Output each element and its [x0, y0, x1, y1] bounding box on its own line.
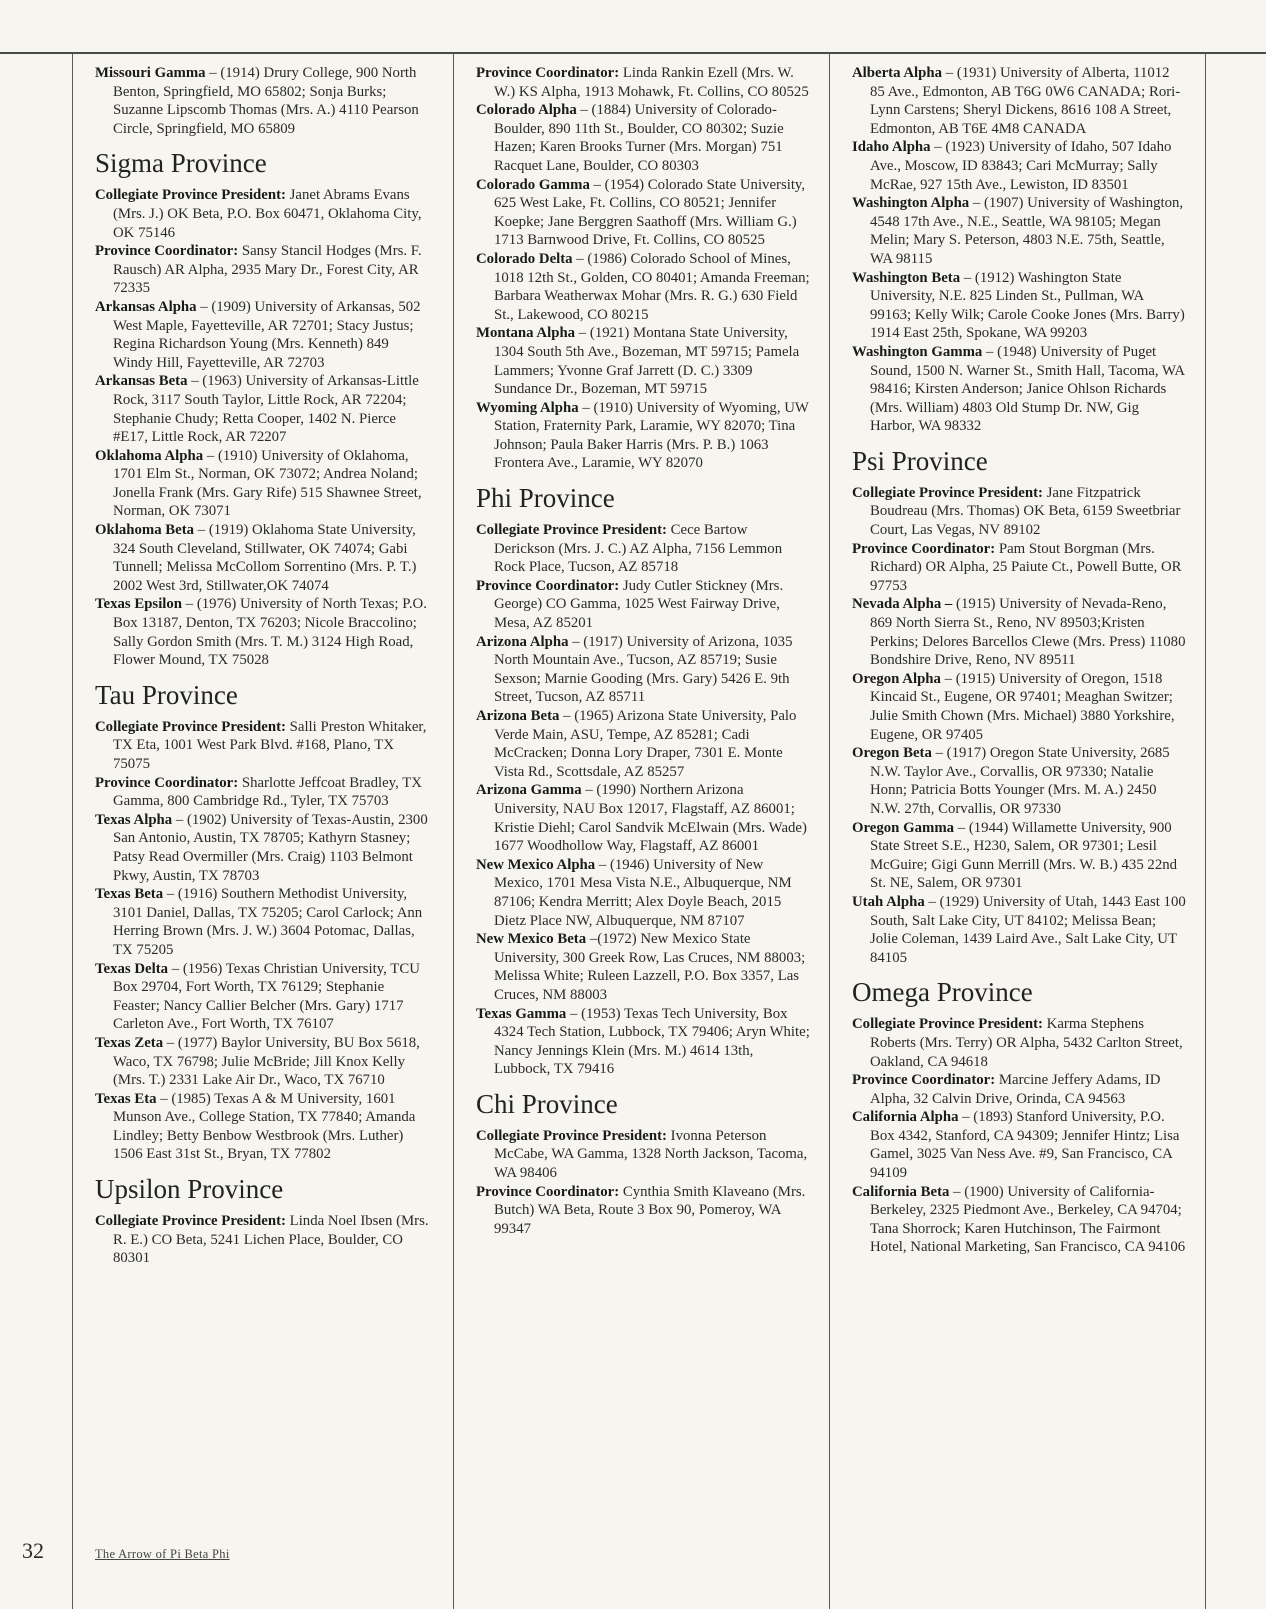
chapter-entry: [852, 744, 1187, 818]
chapter-entry: [476, 577, 811, 633]
chapter-entry: [852, 269, 1187, 343]
left-margin-rule: [72, 54, 73, 1609]
chapter-name: Oregon Beta: [852, 745, 932, 762]
chapter-details: Salli Preston Whitaker, TX Eta, 1001 West Park Blvd. #168, Plano, TX 75075: [113, 718, 427, 772]
chapter-details: – (1893) Stanford University, P.O. Box 4342, Stanford, CA 94309; Jennifer Hintz; Lisa Gamel, 3025 Van Ness Ave. #9, San Francisco, CA 94109: [870, 1109, 1180, 1182]
chapter-name: California Beta: [852, 1183, 950, 1200]
chapter-name: Idaho Alpha: [852, 139, 931, 156]
chapter-entry: [852, 64, 1187, 138]
chapter-name: Province Coordinator:: [95, 243, 239, 260]
chapter-details: Sansy Stancil Hodges (Mrs. F. Rausch) AR Alpha, 2935 Mary Dr., Forest City, AR 72335: [113, 243, 422, 297]
chapter-name: Arkansas Beta: [95, 373, 188, 390]
chapter-entry: [95, 298, 430, 372]
chapter-entry: [852, 670, 1187, 744]
chapter-entry: [476, 521, 811, 577]
publication-footer: The Arrow of Pi Beta Phi: [95, 1547, 230, 1561]
chapter-details: – (1965) Arizona State University, Palo Verde Main, ASU, Tempe, AZ 85281; Cadi McCracken; Donna Lory Draper, 7301 E. Monte Vista Rd., Scottsdale, AZ 85257: [494, 708, 797, 780]
chapter-details: – (1986) Colorado School of Mines, 1018 12th St., Golden, CO 80401; Amanda Freeman; Barbara Weatherwax Mohar (Mrs. R. G.) 630 Field St., Lakewood, CO 80215: [494, 250, 810, 323]
chapter-details: Jane Fitzpatrick Boudreau (Mrs. Thomas) OK Beta, 6159 Sweetbriar Court, Las Vegas, NV 89102: [870, 484, 1181, 539]
chapter-details: – (1931) University of Alberta, 11012 85 Ave., Edmonton, AB T6G 0W6 CANADA; Rori-Lynn Carstens; Sheryl Dickens, 8616 108 A Street, Edmonton, AB T6E 4M8 CANADA: [870, 65, 1181, 137]
chapter-entry: [476, 101, 811, 175]
chapter-entry: [95, 718, 430, 774]
chapter-entry: [95, 774, 430, 811]
chapter-details: Linda Noel Ibsen (Mrs. R. E.) CO Beta, 5241 Lichen Place, Boulder, CO 80301: [113, 1213, 429, 1267]
chapter-entry: [852, 540, 1187, 596]
province-heading: Phi Province: [476, 483, 615, 514]
chapter-name: Wyoming Alpha: [476, 399, 579, 416]
chapter-entry: [852, 138, 1187, 194]
chapter-name: Collegiate Province President:: [476, 1127, 667, 1144]
chapter-name: Arkansas Alpha: [95, 298, 197, 315]
province-heading: Psi Province: [852, 445, 988, 476]
chapter-entry: [476, 930, 811, 1004]
page-number: 32: [22, 1538, 44, 1563]
chapter-details: – (1990) Northern Arizona University, NAU Box 12017, Flagstaff, AZ 86001; Kristie Diehl; Carol Sandvik McElwain (Mrs. Wade) 1677 Woodhollow Way, Flagstaff, AZ 86001: [494, 782, 807, 855]
chapter-entry: [476, 1183, 811, 1239]
chapter-details: Sharlotte Jeffcoat Bradley, TX Gamma, 800 Cambridge Rd., Tyler, TX 75703: [113, 774, 422, 810]
chapter-entry: [95, 521, 430, 595]
top-rule: [0, 52, 1266, 54]
chapter-details: – (1953) Texas Tech University, Box 4324 Tech Station, Lubbock, TX 79406; Aryn White; Nancy Jennings Klein (Mrs. M.) 4614 13th, Lubbock, TX 79416: [494, 1005, 810, 1078]
chapter-details: Cece Bartow Derickson (Mrs. J. C.) AZ Alpha, 7156 Lemmon Rock Place, Tucson, AZ 85718: [494, 522, 783, 576]
chapter-name: New Mexico Beta: [476, 931, 587, 948]
chapter-entry: [95, 811, 430, 885]
chapter-name: Colorado Alpha: [476, 102, 577, 119]
chapter-name: Texas Epsilon: [95, 596, 183, 613]
chapter-details: – (1919) Oklahoma State University, 324 South Cleveland, Stillwater, OK 74074; Gabi Tunnell; Melissa McCollom Sorrentino (Mrs. P. T.) 2002 West 3rd, Stillwater,OK 74074: [113, 522, 417, 594]
chapter-entry: [476, 1005, 811, 1079]
column-divider-1: [453, 54, 454, 1609]
chapter-entry: [852, 893, 1187, 967]
chapter-entry: [95, 372, 430, 446]
chapter-name: Texas Alpha: [95, 811, 173, 828]
chapter-name: California Alpha: [852, 1109, 959, 1126]
chapter-name: Texas Delta: [95, 960, 169, 977]
chapter-name: Oregon Gamma: [852, 819, 955, 836]
province-heading: Tau Province: [95, 679, 238, 710]
chapter-entry: [476, 781, 811, 855]
chapter-entry: [852, 1071, 1187, 1108]
chapter-details: – (1910) University of Wyoming, UW Station, Fraternity Park, Laramie, WY 82070; Tina Johnson; Paula Baker Harris (Mrs. P. B.) 1063 Frontera Ave., Laramie, WY 82070: [494, 399, 809, 472]
chapter-name: Montana Alpha: [476, 325, 576, 342]
chapter-name: Washington Gamma: [852, 343, 983, 360]
chapter-entry: [476, 707, 811, 781]
chapter-details: – (1976) University of North Texas; P.O. Box 13187, Denton, TX 76203; Nicole Braccolino; Sally Gordon Smith (Mrs. T. M.) 3124 High Road, Flower Mound, TX 75028: [113, 596, 427, 669]
chapter-entry: [476, 399, 811, 473]
chapter-name: Arizona Beta: [476, 708, 560, 724]
chapter-entry: [852, 1183, 1187, 1257]
chapter-name: Alberta Alpha: [852, 65, 943, 81]
chapter-details: Cynthia Smith Klaveano (Mrs. Butch) WA Beta, Route 3 Box 90, Pomeroy, WA 99347: [494, 1183, 806, 1237]
chapter-entry: [95, 1212, 430, 1268]
chapter-name: Collegiate Province President:: [95, 718, 286, 735]
chapter-entry: [95, 1090, 430, 1164]
chapter-name: Texas Zeta: [95, 1034, 164, 1051]
chapter-details: Karma Stephens Roberts (Mrs. Terry) OR Alpha, 5432 Carlton Street, Oakland, CA 94618: [870, 1016, 1183, 1070]
chapter-name: Texas Gamma: [476, 1005, 567, 1022]
chapter-details: – (1902) University of Texas-Austin, 2300 San Antonio, Austin, TX 78705; Kathyrn Stasney; Patsy Read Overmiller (Mrs. Craig) 1103 Belmont Pkwy, Austin, TX 78703: [113, 811, 428, 884]
chapter-details: – (1900) University of California-Berkeley, 2325 Piedmont Ave., Berkeley, CA 94704; Tana Shorrock; Karen Hutchinson, The Fairmont Hotel, National Marketing, San Francisco, CA 94106: [870, 1183, 1186, 1256]
chapter-name: Collegiate Province President:: [852, 1016, 1043, 1033]
chapter-details: – (1948) University of Puget Sound, 1500 N. Warner St., Smith Hall, Tacoma, WA 98416; Kirsten Anderson; Janice Ohlson Richards (Mrs. William) 4803 Old Stump Dr. NW, Gig Harbor, WA 98332: [870, 343, 1185, 435]
chapter-details: – (1917) University of Arizona, 1035 North Mountain Ave., Tucson, AZ 85719; Susie Sexson; Marnie Gooding (Mrs. Gary) 5426 E. 9th Street, Tucson, AZ 85711: [494, 633, 793, 706]
chapter-name: Collegiate Province President:: [852, 484, 1043, 501]
chapter-entry: [95, 595, 430, 669]
chapter-entry: [476, 856, 811, 930]
chapter-entry: [852, 1015, 1187, 1071]
chapter-name: Washington Alpha: [852, 195, 970, 212]
chapter-entry: [852, 343, 1187, 436]
chapter-details: – (1923) University of Idaho, 507 Idaho Ave., Moscow, ID 83843; Cari McMurray; Sally McRae, 927 15th Ave., Lewiston, ID 83501: [870, 139, 1172, 193]
directory-column-2: [476, 64, 811, 1238]
chapter-details: – (1884) University of Colorado-Boulder, 890 11th St., Boulder, CO 80302; Suzie Hazen; Karen Brooks Turner (Mrs. Morgan) 751 Racquet Lane, Boulder, CO 80303: [494, 102, 784, 174]
chapter-details: – (1915) University of Oregon, 1518 Kincaid St., Eugene, OR 97401; Meaghan Switzer; Julie Smith Chown (Mrs. Michael) 3880 Yorkshire, Eugene, OR 97405: [870, 670, 1175, 743]
chapter-name: Texas Eta: [95, 1090, 157, 1107]
chapter-details: – (1921) Montana State University, 1304 South 5th Ave., Bozeman, MT 59715; Pamela Lammers; Yvonne Graf Jarrett (D. C.) 3309 Sundance Dr., Bozeman, MT 59715: [494, 325, 800, 398]
chapter-name: Arizona Alpha: [476, 633, 569, 650]
chapter-name: Province Coordinator:: [852, 540, 996, 557]
chapter-entry: [476, 64, 811, 101]
column-divider-2: [829, 54, 830, 1609]
province-heading: Sigma Province: [95, 148, 267, 179]
chapter-details: – (1954) Colorado State University, 625 West Lake, Ft. Collins, CO 80521; Jennifer Koepke; Jane Berggren Saathoff (Mrs. William G.) 1713 Barnwood Drive, Ft. Collins, CO 80525: [494, 176, 806, 249]
chapter-details: – (1914) Drury College, 900 North Benton, Springfield, MO 65802; Sonja Burks; Suzanne Lipscomb Thomas (Mrs. A.) 4110 Pearson Circle, Springfield, MO 65809: [113, 65, 419, 137]
chapter-name: Collegiate Province President:: [95, 1213, 286, 1230]
chapter-details: – (1963) University of Arkansas-Little Rock, 3117 South Taylor, Little Rock, AR 72204; Stephanie Chudy; Retta Cooper, 1402 N. Pierce #E17, Little Rock, AR 72207: [113, 373, 419, 446]
province-heading: Upsilon Province: [95, 1174, 284, 1205]
directory-column-3: [852, 64, 1187, 1257]
chapter-details: – (1946) University of New Mexico, 1701 Mesa Vista N.E., Albuquerque, NM 87106; Kendra Merritt; Alex Doyle Beach, 2015 Dietz Place NW, Albuquerque, NM 87107: [494, 856, 792, 929]
chapter-entry: [95, 242, 430, 298]
right-margin-rule: [1205, 54, 1206, 1609]
chapter-details: –(1972) New Mexico State University, 300 Greek Row, Las Cruces, NM 88003; Melissa White; Ruleen Lazzell, P.O. Box 3357, Las Cruces, NM 88003: [494, 931, 806, 1003]
chapter-name: Collegiate Province President:: [95, 187, 286, 204]
chapter-details: – (1944) Willamette University, 900 State Street S.E., H230, Salem, OR 97301; Lesil McGuire; Gigi Gunn Merrill (Mrs. W. B.) 435 22nd St. NE, Salem, OR 97301: [870, 819, 1178, 892]
chapter-details: – (1929) University of Utah, 1443 East 100 South, Salt Lake City, UT 84102; Melissa Bean; Jolie Coleman, 1439 Laird Ave., Salt Lake City, UT 84105: [870, 893, 1186, 966]
chapter-name: Arizona Gamma: [476, 782, 582, 799]
chapter-name: Colorado Gamma: [476, 176, 590, 193]
chapter-entry: [95, 885, 430, 959]
directory-column-1: [95, 64, 430, 1268]
chapter-name: Oregon Alpha: [852, 670, 941, 687]
chapter-name: Oklahoma Beta: [95, 522, 195, 539]
chapter-details: Pam Stout Borgman (Mrs. Richard) OR Alpha, 25 Paiute Ct., Powell Butte, OR 97753: [870, 540, 1182, 594]
chapter-entry: [95, 447, 430, 521]
chapter-name: Washington Beta: [852, 269, 961, 286]
chapter-details: – (1977) Baylor University, BU Box 5618, Waco, TX 76798; Julie McBride; Jill Knox Kelly (Mrs. T.) 2331 Lake Air Dr., Waco, TX 76710: [113, 1034, 420, 1089]
chapter-details: – (1917) Oregon State University, 2685 N.W. Taylor Ave., Corvallis, OR 97330; Natalie Honn; Patricia Botts Younger (Mrs. M. A.) 2450 N.W. 27th, Corvallis, OR 97330: [870, 745, 1170, 817]
chapter-details: – (1910) University of Oklahoma, 1701 Elm St., Norman, OK 73072; Andrea Noland; Jonella Frank (Mrs. Gary Rife) 515 Shawnee Street, Norman, OK 73071: [113, 447, 422, 520]
chapter-name: Province Coordinator:: [95, 774, 239, 791]
chapter-details: Marcine Jeffery Adams, ID Alpha, 32 Calvin Drive, Orinda, CA 94563: [870, 1072, 1161, 1107]
chapter-details: Judy Cutler Stickney (Mrs. George) CO Gamma, 1025 West Fairway Drive, Mesa, AZ 85201: [494, 577, 784, 632]
chapter-entry: [852, 595, 1187, 669]
chapter-name: Utah Alpha: [852, 893, 925, 910]
chapter-details: – (1909) University of Arkansas, 502 West Maple, Fayetteville, AR 72701; Stacy Justus; Regina Richardson Young (Mrs. Kenneth) 849 Windy Hill, Fayetteville, AR 72703: [113, 298, 421, 371]
chapter-details: – (1907) University of Washington, 4548 17th Ave., N.E., Seattle, WA 98105; Megan Melin; Mary S. Peterson, 4803 N.E. 75th, Seattle, WA 98115: [870, 195, 1184, 267]
chapter-details: Ivonna Peterson McCabe, WA Gamma, 1328 North Jackson, Tacoma, WA 98406: [494, 1127, 808, 1182]
chapter-entry: [852, 194, 1187, 268]
chapter-entry: [95, 1034, 430, 1090]
chapter-name: Province Coordinator:: [476, 577, 620, 594]
chapter-entry: [476, 1127, 811, 1183]
chapter-details: (1915) University of Nevada-Reno, 869 North Sierra St., Reno, NV 89503;Kristen Perkins; Delores Barcellos Clewe (Mrs. Press) 11080 Bondshire Drive, Reno, NV 89511: [870, 596, 1186, 669]
chapter-entry: [852, 1108, 1187, 1182]
chapter-name: Collegiate Province President:: [476, 522, 667, 539]
chapter-details: – (1985) Texas A & M University, 1601 Munson Ave., College Station, TX 77840; Amanda Lindley; Betty Benbow Westbrook (Mrs. Luther) 1506 East 31st St., Bryan, TX 77802: [113, 1090, 416, 1163]
chapter-entry: [852, 819, 1187, 893]
chapter-entry: [95, 64, 430, 138]
chapter-name: Province Coordinator:: [852, 1072, 996, 1089]
chapter-entry: [95, 186, 430, 242]
chapter-entry: [476, 633, 811, 707]
chapter-details: Linda Rankin Ezell (Mrs. W. W.) KS Alpha, 1913 Mohawk, Ft. Collins, CO 80525: [494, 65, 809, 100]
province-heading: Omega Province: [852, 977, 1033, 1008]
chapter-name: Oklahoma Alpha: [95, 447, 204, 464]
chapter-entry: [95, 960, 430, 1034]
province-heading: Chi Province: [476, 1088, 618, 1119]
chapter-entry: [852, 484, 1187, 540]
chapter-entry: [476, 324, 811, 398]
chapter-name: New Mexico Alpha: [476, 856, 596, 873]
chapter-name: Colorado Delta: [476, 250, 573, 267]
chapter-details: – (1916) Southern Methodist University, 3101 Daniel, Dallas, TX 75205; Carol Carlock; Ann Herring Brown (Mrs. J. W.) 3604 Potomac, Dallas, TX 75205: [113, 886, 423, 958]
chapter-details: Janet Abrams Evans (Mrs. J.) OK Beta, P.O. Box 60471, Oklahoma City, OK 75146: [113, 187, 422, 241]
chapter-name: Texas Beta: [95, 886, 164, 903]
chapter-entry: [476, 250, 811, 324]
chapter-name: Nevada Alpha –: [852, 596, 953, 613]
chapter-entry: [476, 176, 811, 250]
chapter-details: – (1956) Texas Christian University, TCU Box 29704, Fort Worth, TX 76129; Stephanie Feaster; Nancy Callier Belcher (Mrs. Gary) 1717 Carleton Ave., Fort Worth, TX 76107: [113, 960, 420, 1033]
chapter-name: Province Coordinator:: [476, 65, 620, 81]
chapter-details: – (1912) Washington State University, N.E. 825 Linden St., Pullman, WA 99163; Kelly Wilk; Carole Cooke Jones (Mrs. Barry) 1914 East 25th, Spokane, WA 99203: [870, 269, 1185, 342]
chapter-name: Province Coordinator:: [476, 1183, 620, 1200]
chapter-name: Missouri Gamma: [95, 65, 206, 81]
